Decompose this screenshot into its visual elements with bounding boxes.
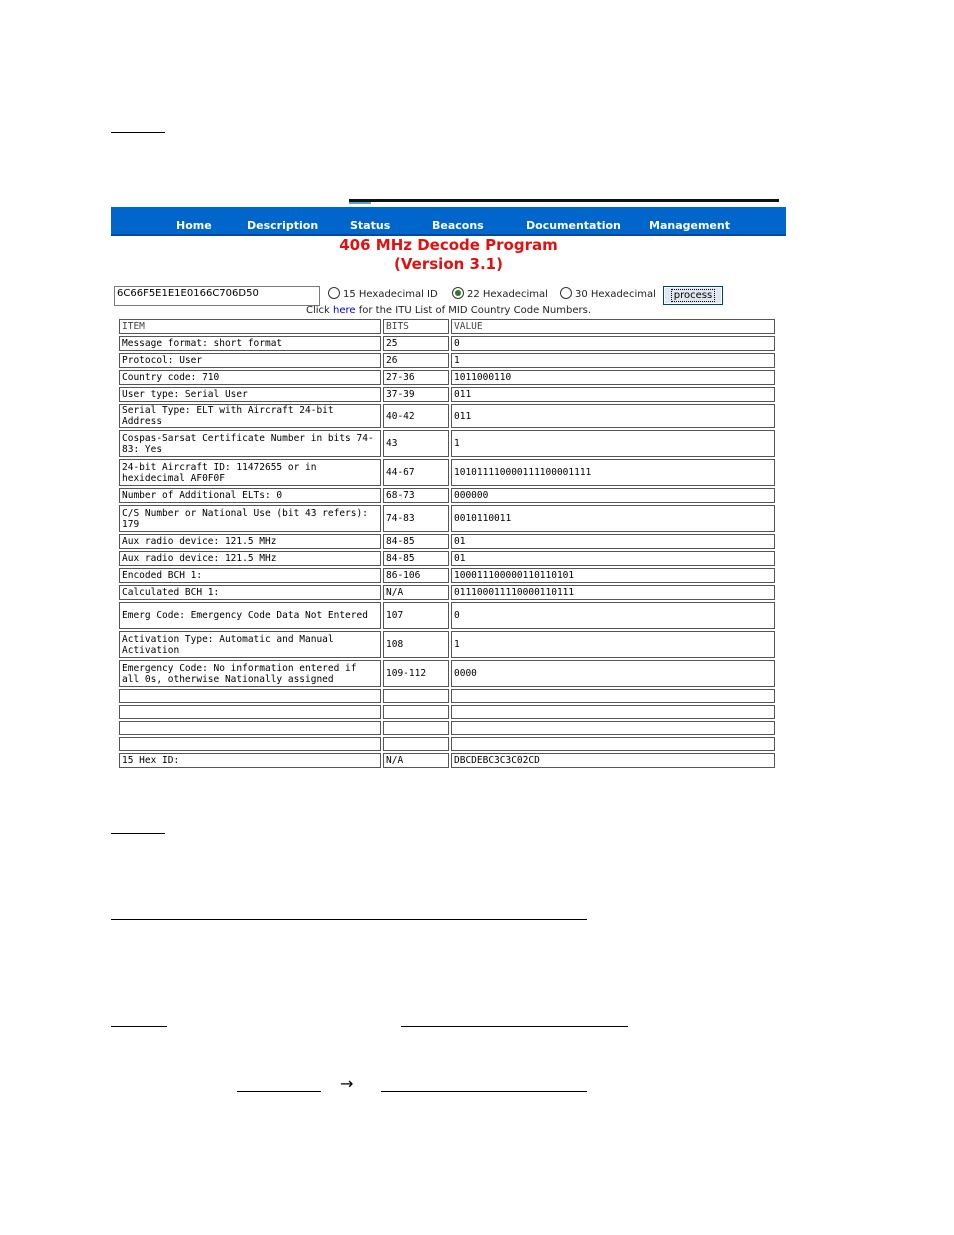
nav-description[interactable]: Description [247,219,319,232]
cell-bits: 84-85 [383,534,449,549]
cell-bits: 43 [383,430,449,457]
header-bits: BITS [383,319,449,334]
top-strip [349,199,779,202]
table-row [119,505,775,532]
cell-value: 101011110000111100001111 [451,459,775,486]
cell-item: Calculated BCH 1: [119,585,381,600]
table-row [119,336,775,351]
page-subtitle: (Version 3.1) [394,255,503,273]
header-value: VALUE [451,319,775,334]
cell-value: 100011100000110110101 [451,568,775,583]
radio-30-hex-label: 30 Hexadecimal [575,289,656,300]
table-row [119,387,775,402]
cell-item: Number of Additional ELTs: 0 [119,488,381,503]
cell-item: Cospas-Sarsat Certificate Number in bits 74-83: Yes [119,430,381,457]
table-row [119,721,775,735]
radio-22-hex-label: 22 Hexadecimal [467,289,548,300]
cell-value: 1 [451,430,775,457]
cell-bits: 26 [383,353,449,368]
cell-bits: 84-85 [383,551,449,566]
cell-bits [383,689,449,703]
nav-bar [111,207,786,236]
cell-value: 000000 [451,488,775,503]
cell-bits [383,721,449,735]
underline-mark-3 [111,1026,167,1027]
radio-30-hex[interactable] [560,287,572,299]
nav-beacons[interactable]: Beacons [432,219,484,232]
cell-value: 0010110011 [451,505,775,532]
underline-mark-1 [111,132,165,133]
cell-bits: 107 [383,602,449,629]
table-row [119,737,775,751]
itu-note-suffix: for the ITU List of MID Country Code Numbers. [355,305,591,316]
cell-bits: 109-112 [383,660,449,687]
nav-home[interactable]: Home [176,219,212,232]
decode-table [117,317,777,770]
cell-bits: 25 [383,336,449,351]
cell-value [451,689,775,703]
right-arrow-icon: → [340,1074,354,1093]
cell-value: 0 [451,602,775,629]
cell-bits: 40-42 [383,404,449,428]
cell-value: 01 [451,551,775,566]
cell-item: Emergency Code: No information entered if all 0s, otherwise Nationally assigned [119,660,381,687]
cell-item: Protocol: User [119,353,381,368]
cell-bits: 86-106 [383,568,449,583]
cell-bits: 68-73 [383,488,449,503]
cell-item: Serial Type: ELT with Aircraft 24-bit Address [119,404,381,428]
cell-bits [383,737,449,751]
table-row [119,459,775,486]
cell-value: 0000 [451,660,775,687]
table-row [119,585,775,600]
cell-value [451,737,775,751]
cell-value: 011100011110000110111 [451,585,775,600]
table-row [119,631,775,658]
underline-mark-4 [401,1026,628,1027]
cell-bits [383,705,449,719]
table-row [119,488,775,503]
table-row [119,404,775,428]
cell-item: Aux radio device: 121.5 MHz [119,551,381,566]
table-header-row [119,319,775,334]
page-title: 406 MHz Decode Program [339,236,558,254]
underline-mark-5 [237,1091,321,1092]
hex-input[interactable]: 6C66F5E1E1E0166C706D50 [114,286,320,306]
table-row [119,753,775,768]
itu-note-prefix: Click [306,305,334,316]
cell-bits: 44-67 [383,459,449,486]
cell-value [451,721,775,735]
table-row [119,370,775,385]
cell-value: 1 [451,631,775,658]
cell-item: C/S Number or National Use (bit 43 refers): 179 [119,505,381,532]
process-button[interactable] [663,286,723,305]
table-row [119,534,775,549]
cell-value: 1 [451,353,775,368]
cell-value: 011 [451,387,775,402]
cell-item [119,689,381,703]
cell-value: 01 [451,534,775,549]
header-item: ITEM [119,319,381,334]
table-row [119,660,775,687]
table-row [119,551,775,566]
decode-program-screenshot [111,199,786,766]
process-button-label: process [673,290,713,301]
cell-item: 15 Hex ID: [119,753,381,768]
cell-value: DBCDEBC3C3C02CD [451,753,775,768]
cell-item [119,721,381,735]
cell-value: 1011000110 [451,370,775,385]
cell-item: User type: Serial User [119,387,381,402]
itu-note [111,305,786,316]
cell-item: Aux radio device: 121.5 MHz [119,534,381,549]
table-row [119,689,775,703]
nav-documentation[interactable]: Documentation [526,219,621,232]
table-row [119,430,775,457]
table-row [119,602,775,629]
cell-value [451,705,775,719]
underlined-link-line [111,919,587,920]
table-row [119,705,775,719]
cell-bits: N/A [383,753,449,768]
table-row [119,353,775,368]
table-row [119,568,775,583]
cell-item: 24-bit Aircraft ID: 11472655 or in hexidecimal AF0F0F [119,459,381,486]
cell-item: Activation Type: Automatic and Manual Activation [119,631,381,658]
itu-here-link[interactable]: here [333,305,356,316]
radio-15-hex[interactable] [328,287,340,299]
cell-item: Message format: short format [119,336,381,351]
cell-bits: N/A [383,585,449,600]
cell-value: 0 [451,336,775,351]
cell-item: Emerg Code: Emergency Code Data Not Entered [119,602,381,629]
cell-item: Encoded BCH 1: [119,568,381,583]
cell-item [119,705,381,719]
underline-mark-2 [111,833,165,834]
cell-bits: 27-36 [383,370,449,385]
cell-value: 011 [451,404,775,428]
radio-15-hex-label: 15 Hexadecimal ID [343,289,438,300]
underline-mark-6 [381,1091,587,1092]
cell-bits: 108 [383,631,449,658]
cell-item: Country code: 710 [119,370,381,385]
cell-item [119,737,381,751]
radio-22-hex[interactable] [452,287,464,299]
cell-bits: 37-39 [383,387,449,402]
cell-bits: 74-83 [383,505,449,532]
nav-status[interactable]: Status [350,219,391,232]
nav-management[interactable]: Management [649,219,730,232]
